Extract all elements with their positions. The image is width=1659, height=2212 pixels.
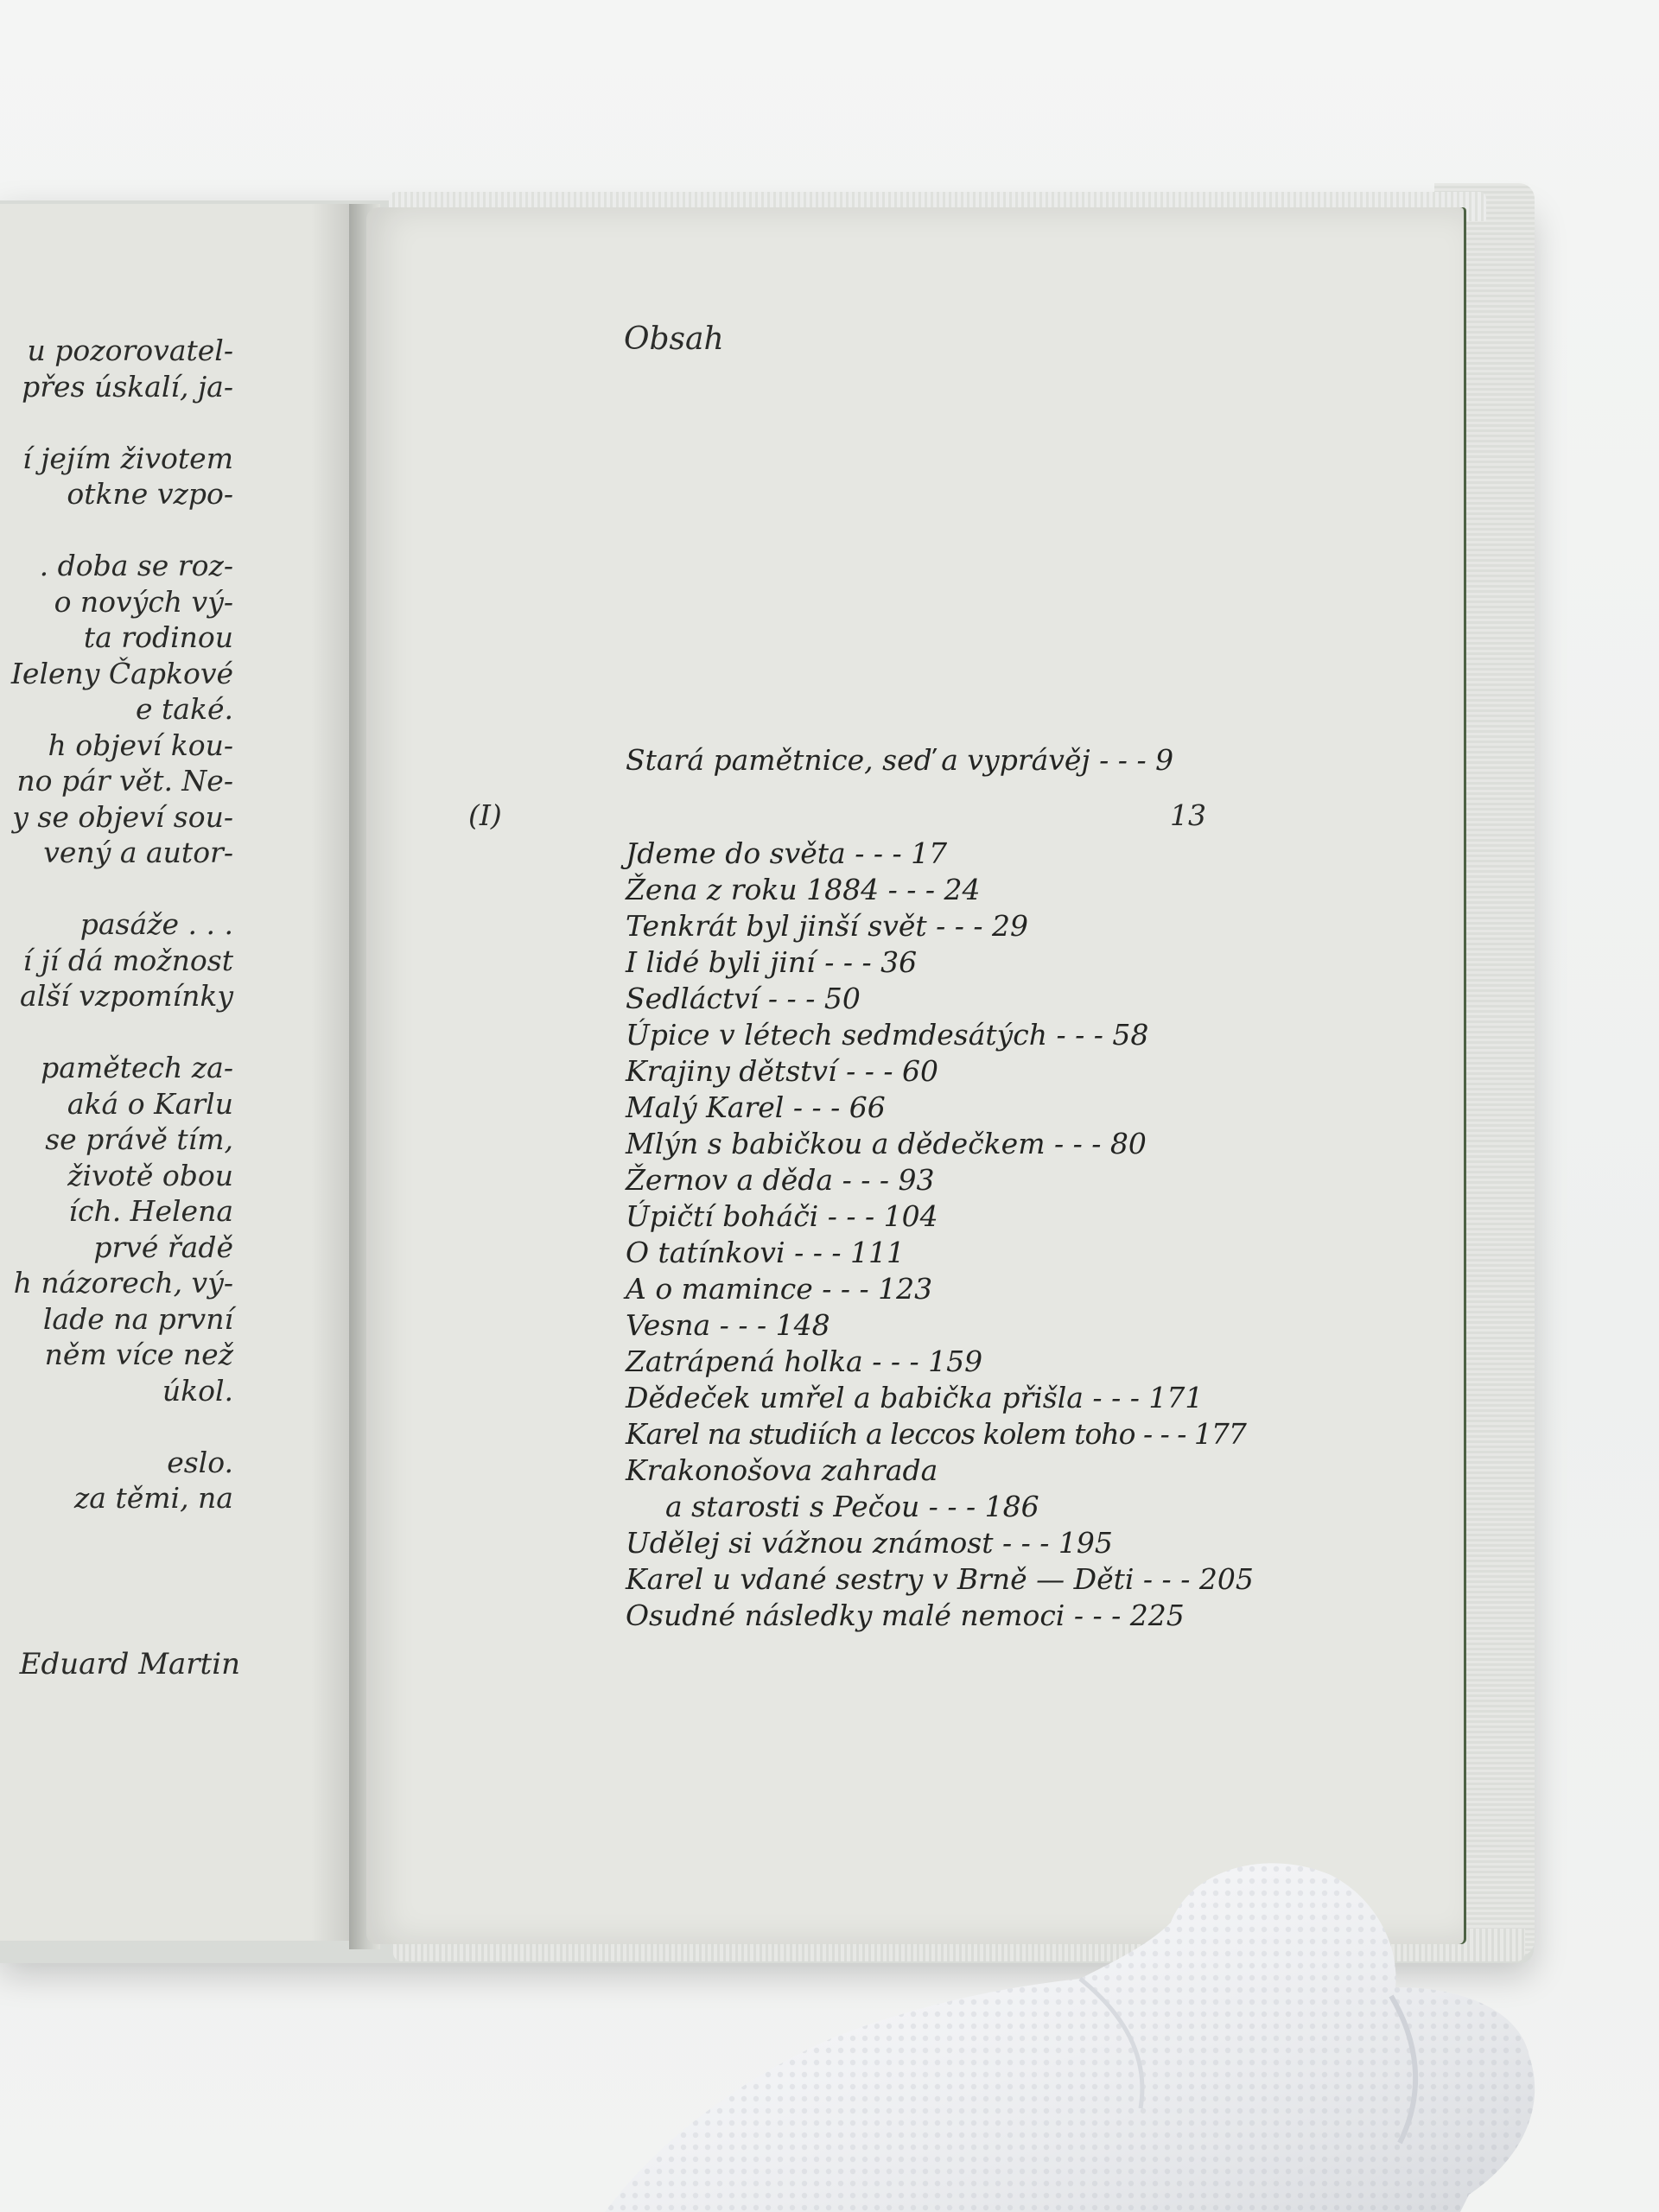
- toc-entry: Sedláctví - - - 50: [626, 982, 861, 1015]
- toc-entry-continuation: a starosti s Pečou - - - 186: [665, 1490, 1039, 1523]
- left-page-line: . doba se roz-: [39, 549, 233, 582]
- toc-prologue: Stará pamětnice, seď a vyprávěj - - - 9: [626, 743, 1174, 777]
- left-page-line: í jejím životem: [22, 441, 233, 475]
- left-page-line: se právě tím,: [45, 1122, 233, 1156]
- toc-entry: A o mamince - - - 123: [626, 1272, 933, 1306]
- left-page-line: y se objeví sou-: [12, 799, 233, 834]
- toc-part-label: (I): [468, 798, 502, 832]
- toc-entry: Úpice v létech sedmdesátých - - - 58: [626, 1018, 1149, 1052]
- left-page-line: o nových vý-: [54, 584, 233, 619]
- left-page-line: ta rodinou: [83, 620, 233, 654]
- toc-entry: Karel na studiích a leccos kolem toho - - - 177: [626, 1417, 1246, 1451]
- left-page-line: no pár vět. Ne-: [16, 764, 233, 798]
- left-page-line: u pozorovatel-: [27, 334, 233, 367]
- toc-entry: O tatínkovi - - - 111: [626, 1236, 906, 1269]
- toc-entry: Žernov a děda - - - 93: [626, 1163, 935, 1197]
- toc-entry: Krakonošova zahrada: [626, 1453, 938, 1487]
- left-page-line: aká o Karlu: [67, 1086, 233, 1121]
- toc-part-page: 13: [1170, 798, 1206, 832]
- toc-entry: Tenkrát byl jinší svět - - - 29: [626, 909, 1029, 943]
- left-page-line: prvé řadě: [93, 1230, 233, 1264]
- toc-entry: Zatrápená holka - - - 159: [626, 1344, 983, 1378]
- left-page-line: í jí dá možnost: [22, 943, 233, 977]
- left-page-line: h objeví kou-: [48, 728, 233, 762]
- toc-entry: Karel u vdané sestry v Brně — Děti - - - 205: [626, 1562, 1254, 1596]
- toc-title: Obsah: [624, 321, 724, 357]
- left-page-line: pamětech za-: [41, 1051, 233, 1084]
- left-page-line: pasáže . . .: [79, 907, 233, 941]
- toc-entry: Malý Karel - - - 66: [626, 1090, 886, 1124]
- toc-entry: I lidé byli jiní - - - 36: [626, 945, 918, 979]
- left-page-line: otkne vzpo-: [67, 477, 233, 511]
- left-page-line: eslo.: [167, 1445, 233, 1479]
- left-page: [0, 204, 363, 1941]
- left-page-line: něm více než: [44, 1338, 233, 1371]
- left-page-line: Ieleny Čapkové: [10, 656, 233, 690]
- left-page-line: h názorech, vý-: [13, 1266, 233, 1300]
- author-signature: Eduard Martin: [19, 1647, 240, 1681]
- left-page-line: ích. Helena: [68, 1194, 233, 1228]
- toc-entry: Vesna - - - 148: [626, 1308, 830, 1342]
- toc-entry: Úpičtí boháči - - - 104: [626, 1199, 938, 1233]
- toc-entry: Dědeček umřel a babička přišla - - - 171: [626, 1381, 1204, 1414]
- left-page-line: lade na první: [42, 1301, 233, 1336]
- toc-entry: Osudné následky malé nemoci - - - 225: [626, 1599, 1185, 1632]
- toc-entry: Krajiny dětství - - - 60: [626, 1054, 938, 1088]
- toc-entry: Žena z roku 1884 - - - 24: [626, 873, 981, 906]
- left-page-line: e také.: [136, 692, 233, 726]
- toc-entry: Udělej si vážnou známost - - - 195: [626, 1526, 1113, 1560]
- toc-entry: Mlýn s babičkou a dědečkem - - - 80: [626, 1127, 1147, 1160]
- left-page-line: životě obou: [67, 1158, 233, 1192]
- left-page-line: úkol.: [162, 1373, 233, 1408]
- left-page-line: vený a autor-: [43, 836, 233, 869]
- toc-entry: Jdeme do světa - - - 17: [626, 836, 948, 870]
- left-page-line: alší vzpomínky: [20, 979, 233, 1013]
- left-page-line: za těmi, na: [73, 1481, 233, 1515]
- left-page-line: přes úskalí, ja-: [22, 369, 233, 404]
